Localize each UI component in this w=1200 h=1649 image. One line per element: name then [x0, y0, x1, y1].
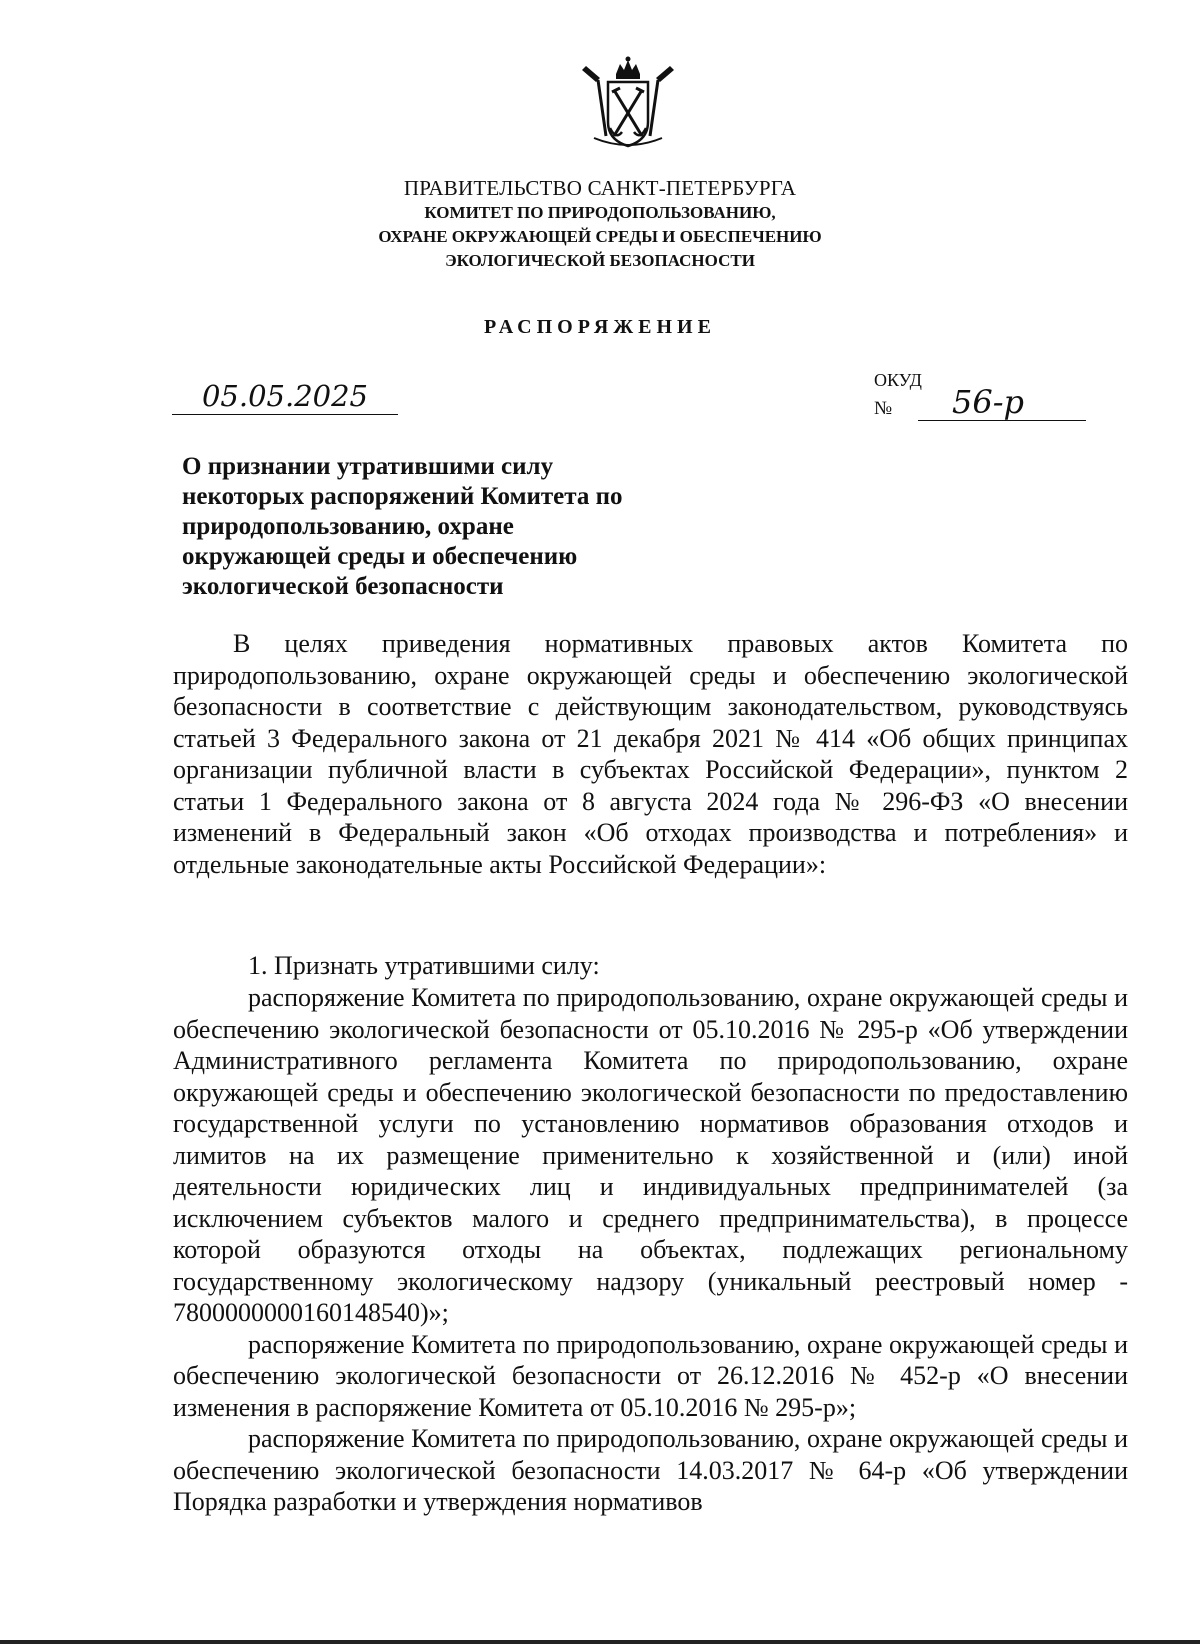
committee-line-2: ОХРАНЕ ОКРУЖАЮЩЕЙ СРЕДЫ И ОБЕСПЕЧЕНИЮ [378, 227, 822, 246]
okud-label: ОКУД [874, 370, 922, 390]
list-item: распоряжение Комитета по природопользованию, охране окружающей среды и обеспечению экологической безопасности от 05.10.2016 № 295-р «Об утверждении Административного регламента Комитета по природопользованию, охране окружающей среды и обеспечению экологической безопасности по предоставлению государственной услуги по установлению нормативов образования отходов и лимитов на их размещение применительно к хозяйственной и (или) иной деятельности юридических лиц и индивидуальных предпринимателей (за исключением субъектов малого и среднего предпринимательства), в процессе которой образуются отходы на объектах, подлежащих региональному государственному экологическому надзору (уникальный реестровый номер - 7800000000160148540)»; [173, 983, 1128, 1327]
document-subject: О признании утратившими силу некоторых распоряжений Комитета по природопользованию, охране окружающей среды и обеспечению экологической безопасности [182, 453, 623, 600]
document-date: 05.05.2025 [172, 378, 398, 415]
page-bottom-edge [0, 1640, 1200, 1644]
list-item: распоряжение Комитета по природопользованию, охране окружающей среды и обеспечению экологической безопасности 14.03.2017 № 64-р «Об утверждении Порядка разработки и утверждения нормативов [173, 1424, 1128, 1516]
preamble-paragraph: В целях приведения нормативных правовых актов Комитета по природопользованию, охране окружающей среды и обеспечению экологической безопасности в соответствие с действующим законодательством, руководствуясь статьей 3 Федерального закона от 21 декабря 2021 № 414 «Об общих принципах организации публичной власти в субъектах Российской Федерации», пунктом 2 статьи 1 Федерального закона от 8 августа 2024 года № 296-ФЗ «О внесении изменений в Федеральный закон «Об отходах производства и потребления» и отдельные законодательные акты Российской Федерации»: [173, 629, 1128, 879]
document-type-title: РАСПОРЯЖЕНИЕ [484, 316, 716, 338]
committee-line-1: КОМИТЕТ ПО ПРИРОДОПОЛЬЗОВАНИЮ, [424, 203, 776, 222]
revoked-orders-list [173, 982, 1128, 1518]
committee-line-3: ЭКОЛОГИЧЕСКОЙ БЕЗОПАСНОСТИ [445, 251, 755, 270]
number-label: № [874, 398, 893, 419]
government-name: ПРАВИТЕЛЬСТВО САНКТ-ПЕТЕРБУРГА [403, 176, 797, 200]
item-1-heading: 1. Признать утратившими силу: [248, 951, 600, 980]
document-number: 56-р [918, 384, 1086, 421]
list-item: распоряжение Комитета по природопользованию, охране окружающей среды и обеспечению экологической безопасности от 26.12.2016 № 452-р «О внесении изменения в распоряжение Комитета от 05.10.2016 № 295-р»; [173, 1329, 1128, 1422]
coat-of-arms-icon [576, 56, 680, 152]
